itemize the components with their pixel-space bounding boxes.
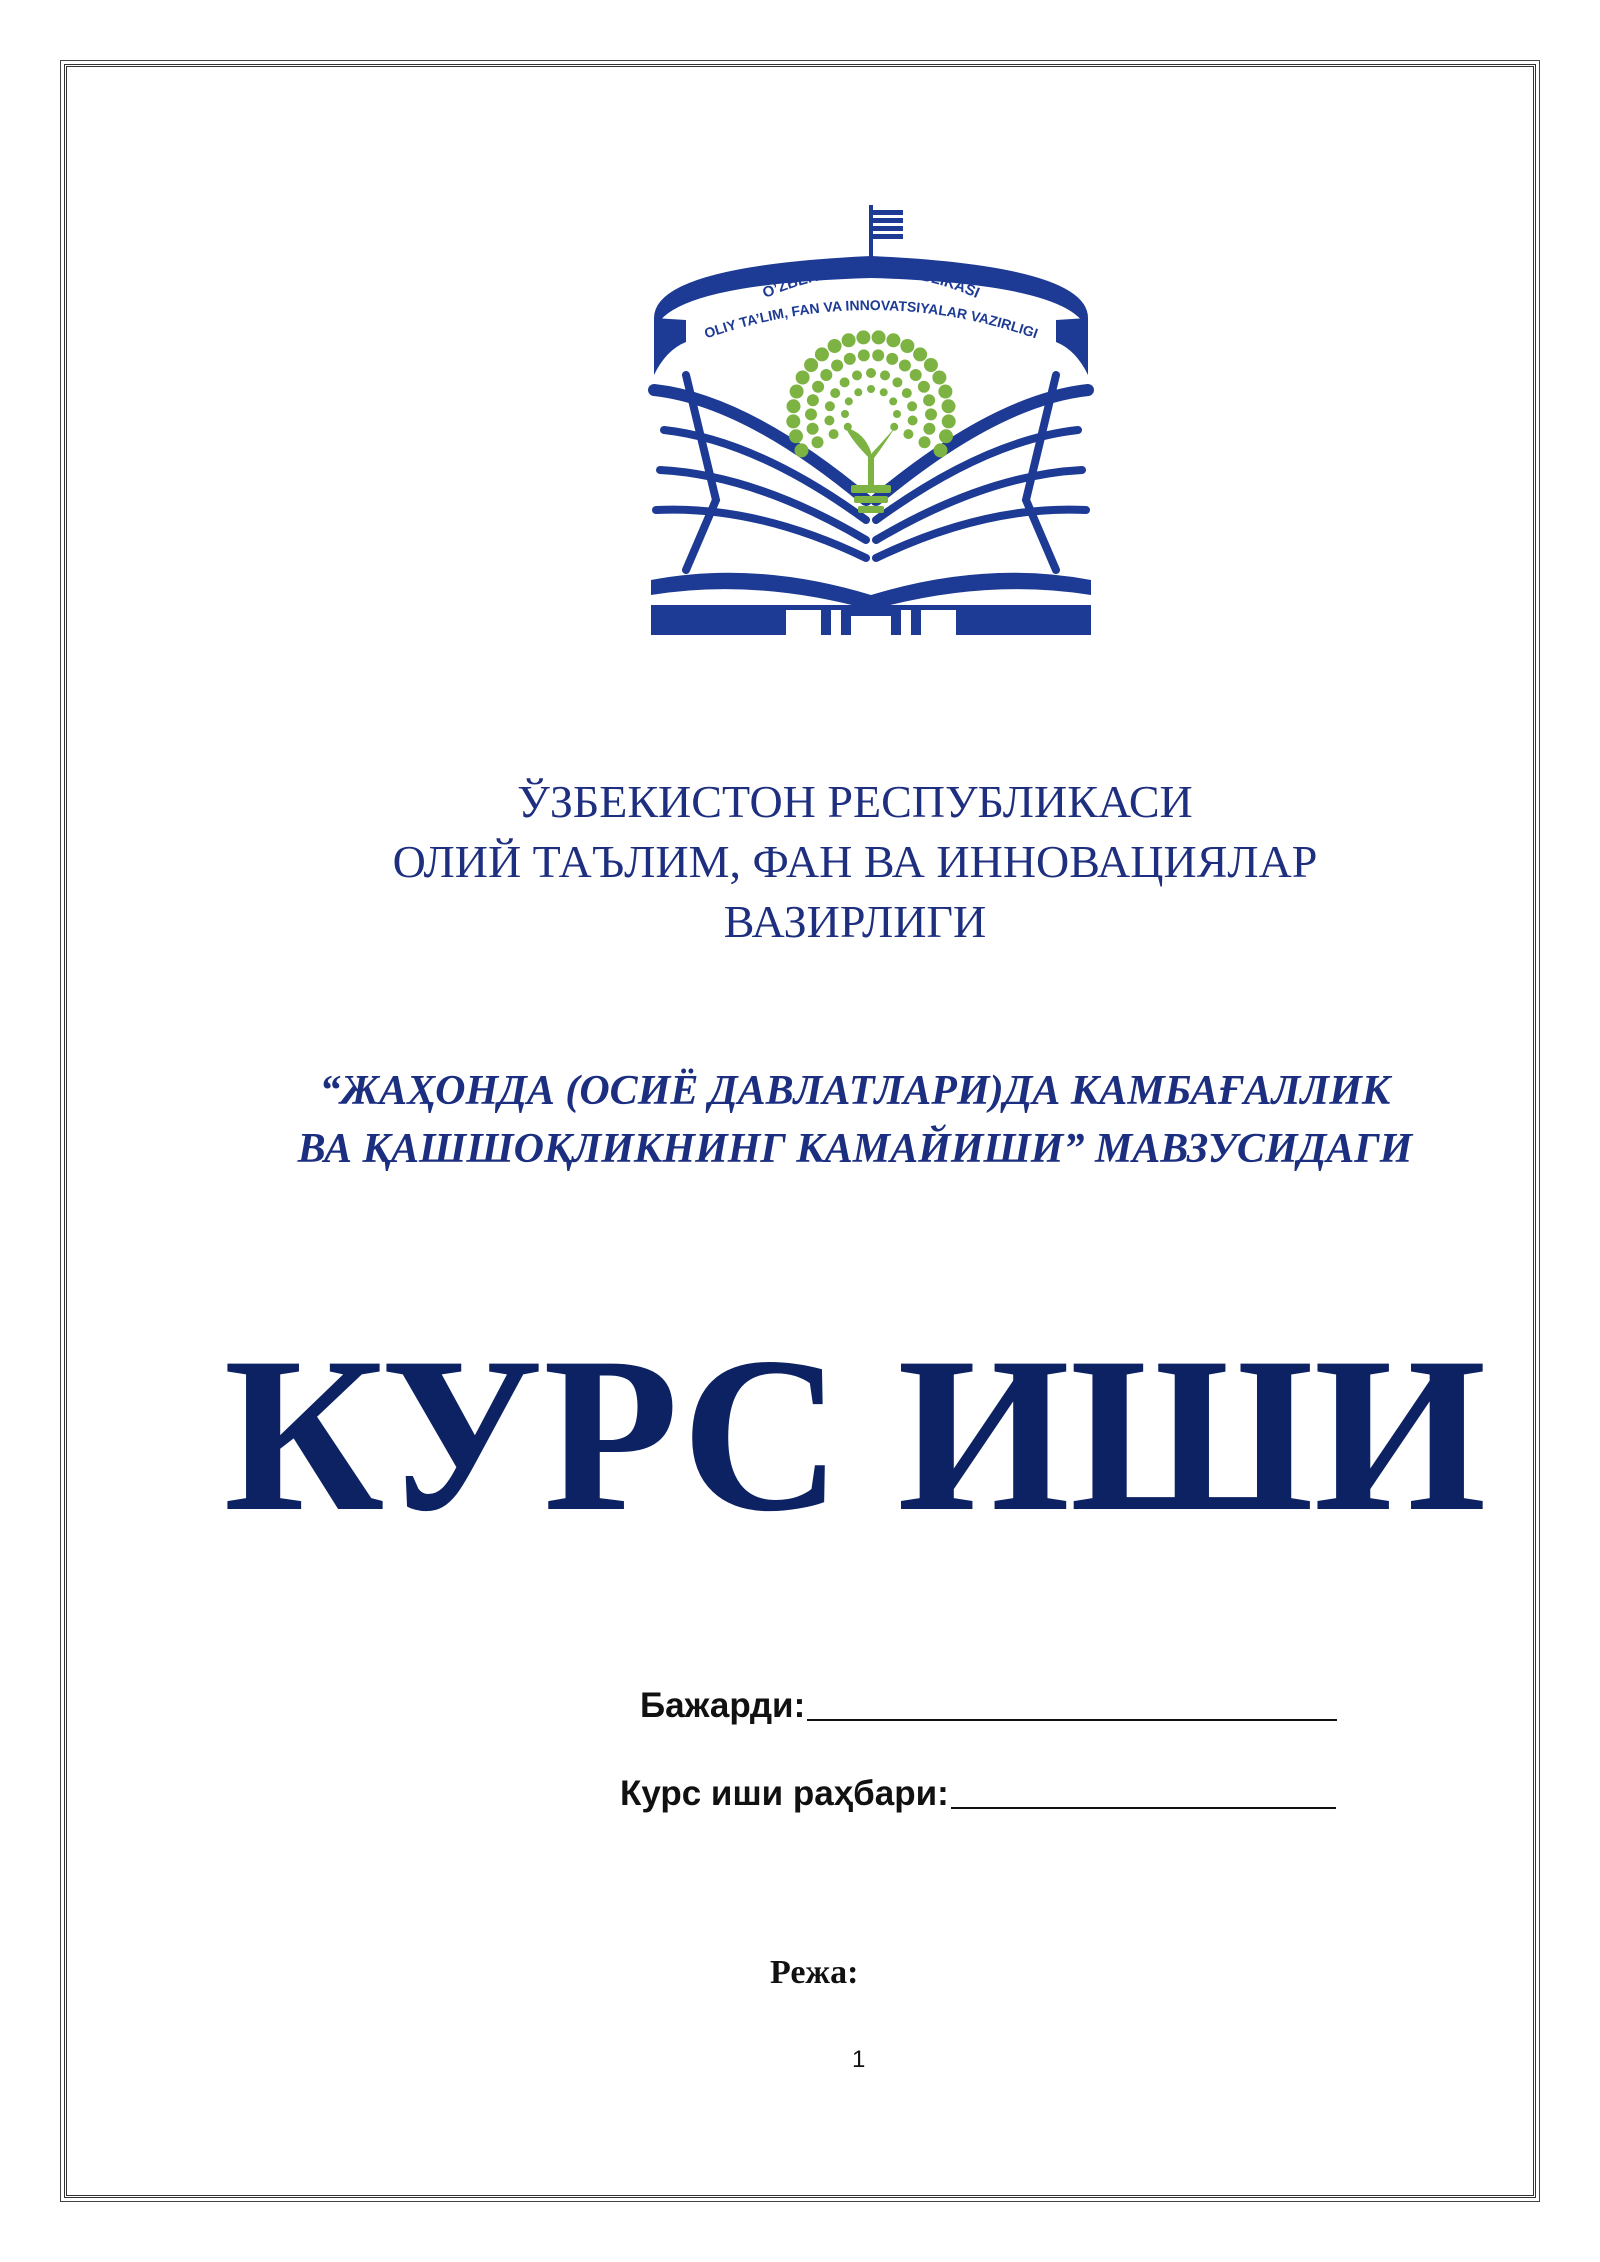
topic-line-1: “ЖАҲОНДА (ОСИЁ ДАВЛАТЛАРИ)ДА КАМБАҒАЛЛИК — [319, 1068, 1391, 1114]
flag-icon — [871, 205, 903, 258]
performed-by-field — [640, 1686, 1337, 1726]
performed-by-label: Бажарди: — [640, 1686, 806, 1725]
supervisor-blank-line — [951, 1807, 1336, 1809]
topic-heading — [0, 1062, 1600, 1178]
logo-arc-text-bottom: OLIY TA’LIM, FAN VA INNOVATSIYALAR VAZIRLIGI — [702, 296, 1040, 342]
performed-by-blank-line — [807, 1719, 1337, 1721]
topic-line-2: ВА ҚАШШОҚЛИКНИНГ КАМАЙИШИ” МАВЗУСИДАГИ — [297, 1126, 1413, 1172]
ministry-heading — [0, 772, 1600, 952]
supervisor-label: Курс иши раҳбари: — [620, 1774, 949, 1813]
supervisor-field — [620, 1774, 1336, 1814]
plan-label: Режа: — [770, 1954, 859, 1991]
ministry-line-2: ОЛИЙ ТАЪЛИМ, ФАН ВА ИННОВАЦИЯЛАР — [392, 836, 1318, 887]
document-title: КУРС ИШИ — [223, 1312, 1487, 1558]
ministry-logo — [646, 200, 1096, 640]
logo-arc-text-top: O’ZBEKISTON RESPUBLIKASI — [760, 261, 982, 302]
ministry-line-1: ЎЗБЕКИСТОН РЕСПУБЛИКАСИ — [517, 776, 1193, 827]
page-number: 1 — [852, 2046, 866, 2073]
ministry-line-3: ВАЗИРЛИГИ — [723, 896, 987, 947]
